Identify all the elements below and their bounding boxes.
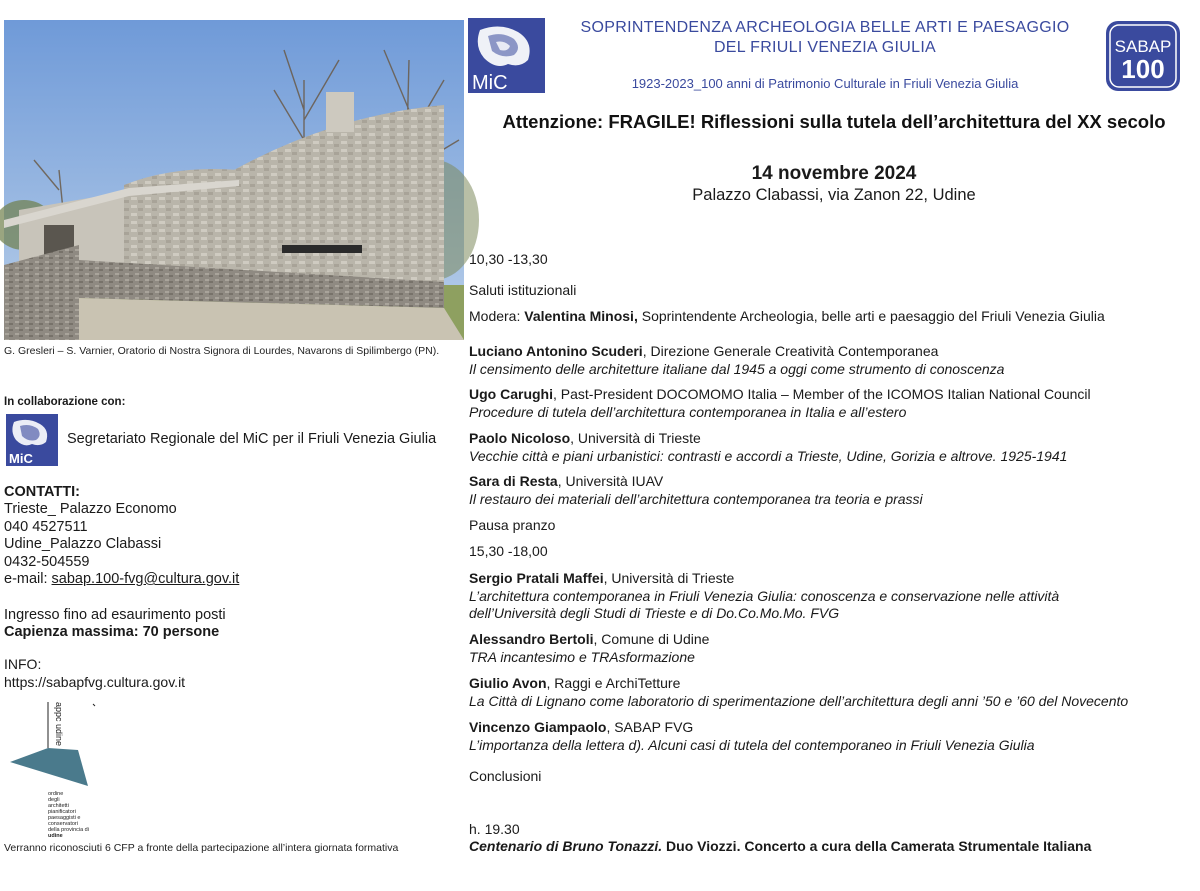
talk-title: Il censimento delle architetture italiane dal 1945 a oggi come strumento di conoscenza <box>469 360 1005 377</box>
info-block <box>4 655 185 691</box>
appc-line: della provincia di <box>48 827 89 833</box>
afternoon-time: 15,30 -18,00 <box>469 543 548 559</box>
talk-title: Il restauro dei materiali dell’architettura contemporanea tra teoria e prassi <box>469 490 923 507</box>
sabap-100-logo <box>1105 20 1181 92</box>
soprintendenza-title-line2: DEL FRIULI VENEZIA GIULIA <box>713 39 937 56</box>
talk-item <box>469 473 923 508</box>
greetings: Saluti istituzionali <box>469 282 577 298</box>
admission-line: Ingresso fino ad esaurimento posti <box>4 607 226 623</box>
speaker-affiliation: , Università di Trieste <box>603 570 735 586</box>
appc-line: conservatori <box>48 821 78 827</box>
soprintendenza-title <box>560 18 1090 58</box>
moderator-label: Modera: <box>469 308 525 324</box>
collaboration-name: Segretariato Regionale del MiC per il Friuli Venezia Giulia <box>67 431 437 447</box>
speaker-affiliation: , Università di Trieste <box>570 430 701 446</box>
contact-line: Udine_Palazzo Clabassi <box>4 536 162 553</box>
church-photo <box>4 20 464 340</box>
speaker-affiliation: , Comune di Udine <box>593 631 710 647</box>
mic-logo-small <box>6 414 58 466</box>
cfp-note: Verranno riconosciuti 6 CFP a fronte della partecipazione all’intera giornata formativa <box>4 842 399 854</box>
speaker-affiliation: , SABAP FVG <box>606 719 694 735</box>
appc-line: pianificatori <box>48 809 76 815</box>
info-url[interactable]: https://sabapfvg.cultura.gov.it <box>4 674 186 690</box>
speaker-affiliation: , Raggi e ArchiTetture <box>546 675 681 691</box>
contact-line: 040 4527511 <box>4 518 88 535</box>
evening-time: h. 19.30 <box>469 821 520 837</box>
event-venue: Palazzo Clabassi, via Zanon 22, Udine <box>692 186 976 204</box>
appc-line: paesaggisti e <box>48 815 81 821</box>
moderator-line <box>469 308 1105 326</box>
talk-title: TRA incantesimo e TRAsformazione <box>469 648 695 665</box>
talk-title: L’architettura contemporanea in Friuli Venezia Giulia: conoscenza e conservazione nelle attività <box>469 587 1060 604</box>
speaker-name: Vincenzo Giampaolo <box>469 719 607 735</box>
talk-item <box>469 570 1059 623</box>
speaker-name: Paolo Nicoloso <box>469 430 571 446</box>
appc-logo <box>8 700 108 839</box>
event-title: Attenzione: FRAGILE! Riflessioni sulla tutela dell’architettura del XX secolo <box>502 111 1166 132</box>
talk-item <box>469 386 1091 421</box>
morning-time: 10,30 -13,30 <box>469 251 548 267</box>
speaker-name: Luciano Antonino Scuderi <box>469 343 643 359</box>
talk-item <box>469 430 1067 465</box>
contact-line: Trieste_ Palazzo Economo <box>4 501 177 518</box>
sabap-logo-top: SABAP <box>1114 37 1172 56</box>
lunch-break: Pausa pranzo <box>469 517 556 533</box>
email-link[interactable]: sabap.100-fvg@cultura.gov.it <box>51 571 240 588</box>
speaker-affiliation: , Università IUAV <box>557 473 664 489</box>
talk-title: Procedure di tutela dell’architettura contemporanea in Italia e all’estero <box>469 403 907 420</box>
speaker-affiliation: , Direzione Generale Creatività Contemporanea <box>642 343 939 359</box>
contact-line: 0432-504559 <box>4 553 90 570</box>
mic-logo-text: MiC <box>472 72 508 94</box>
talk-item <box>469 631 709 666</box>
appc-line: architetti <box>48 803 69 809</box>
concert-description: Duo Viozzi. Concerto a cura della Camerata Strumentale Italiana <box>662 838 1092 854</box>
soprintendenza-subtitle: 1923-2023_100 anni di Patrimonio Culturale in Friuli Venezia Giulia <box>631 76 1019 91</box>
email-line <box>4 571 239 588</box>
talk-title: Vecchie città e piani urbanistici: contrasti e accordi a Trieste, Udine, Gorizia e altrove. 1925-1941 <box>469 447 1068 464</box>
appc-line: ordine <box>48 791 64 797</box>
talk-item <box>469 719 1035 754</box>
info-label: INFO: <box>4 656 42 672</box>
speaker-name: Ugo Carughi <box>469 386 553 402</box>
mic-logo-small-text: MiC <box>9 451 33 466</box>
soprintendenza-title-line1: SOPRINTENDENZA ARCHEOLOGIA BELLE ARTI E PAESAGGIO <box>580 19 1070 36</box>
moderator-name: Valentina Minosi, <box>524 308 638 324</box>
collaboration-title: In collaborazione con: <box>4 396 126 408</box>
admission-block <box>4 607 226 642</box>
conclusions: Conclusioni <box>469 768 542 784</box>
sabap-logo-bottom: 100 <box>1121 54 1165 84</box>
speaker-name: Giulio Avon <box>469 675 547 691</box>
email-label: e-mail: <box>4 571 52 588</box>
capacity-line: Capienza massima: 70 persone <box>4 624 220 641</box>
concert-title: Centenario di Bruno Tonazzi. <box>469 838 663 854</box>
contacts-block <box>4 484 239 588</box>
talk-title-continued: dell’Università degli Studi di Trieste e di Do.Co.Mo.Mo. FVG <box>469 605 840 621</box>
talk-item <box>469 675 1128 710</box>
moderator-role: Soprintendente Archeologia, belle arti e paesaggio del Friuli Venezia Giulia <box>637 308 1105 324</box>
photo-caption: G. Gresleri – S. Varnier, Oratorio di Nostra Signora di Lourdes, Navarons di Spilimbergo (PN). <box>4 345 440 357</box>
speaker-name: Sara di Resta <box>469 473 558 489</box>
talk-title: La Città di Lignano come laboratorio di sperimentazione dell’architettura degli anni ’50 e ’60 del Novecento <box>469 692 1129 709</box>
contacts-title: CONTATTI: <box>4 484 80 500</box>
event-date: 14 novembre 2024 <box>751 163 917 184</box>
talk-item <box>469 343 1004 378</box>
talk-title: L’importanza della lettera d). Alcuni casi di tutela del contemporaneo in Friuli Venezia Giulia <box>469 736 1035 753</box>
speaker-name: Sergio Pratali Maffei <box>469 570 604 586</box>
speaker-affiliation: , Past-President DOCOMOMO Italia – Member of the ICOMOS Italian National Council <box>553 386 1091 402</box>
appc-line: udine <box>48 833 63 839</box>
appc-vertical-text: appc udine <box>54 702 64 747</box>
concert-line <box>469 838 1091 856</box>
mic-logo <box>468 18 545 93</box>
speaker-name: Alessandro Bertoli <box>469 631 594 647</box>
appc-line: degli <box>48 797 60 803</box>
